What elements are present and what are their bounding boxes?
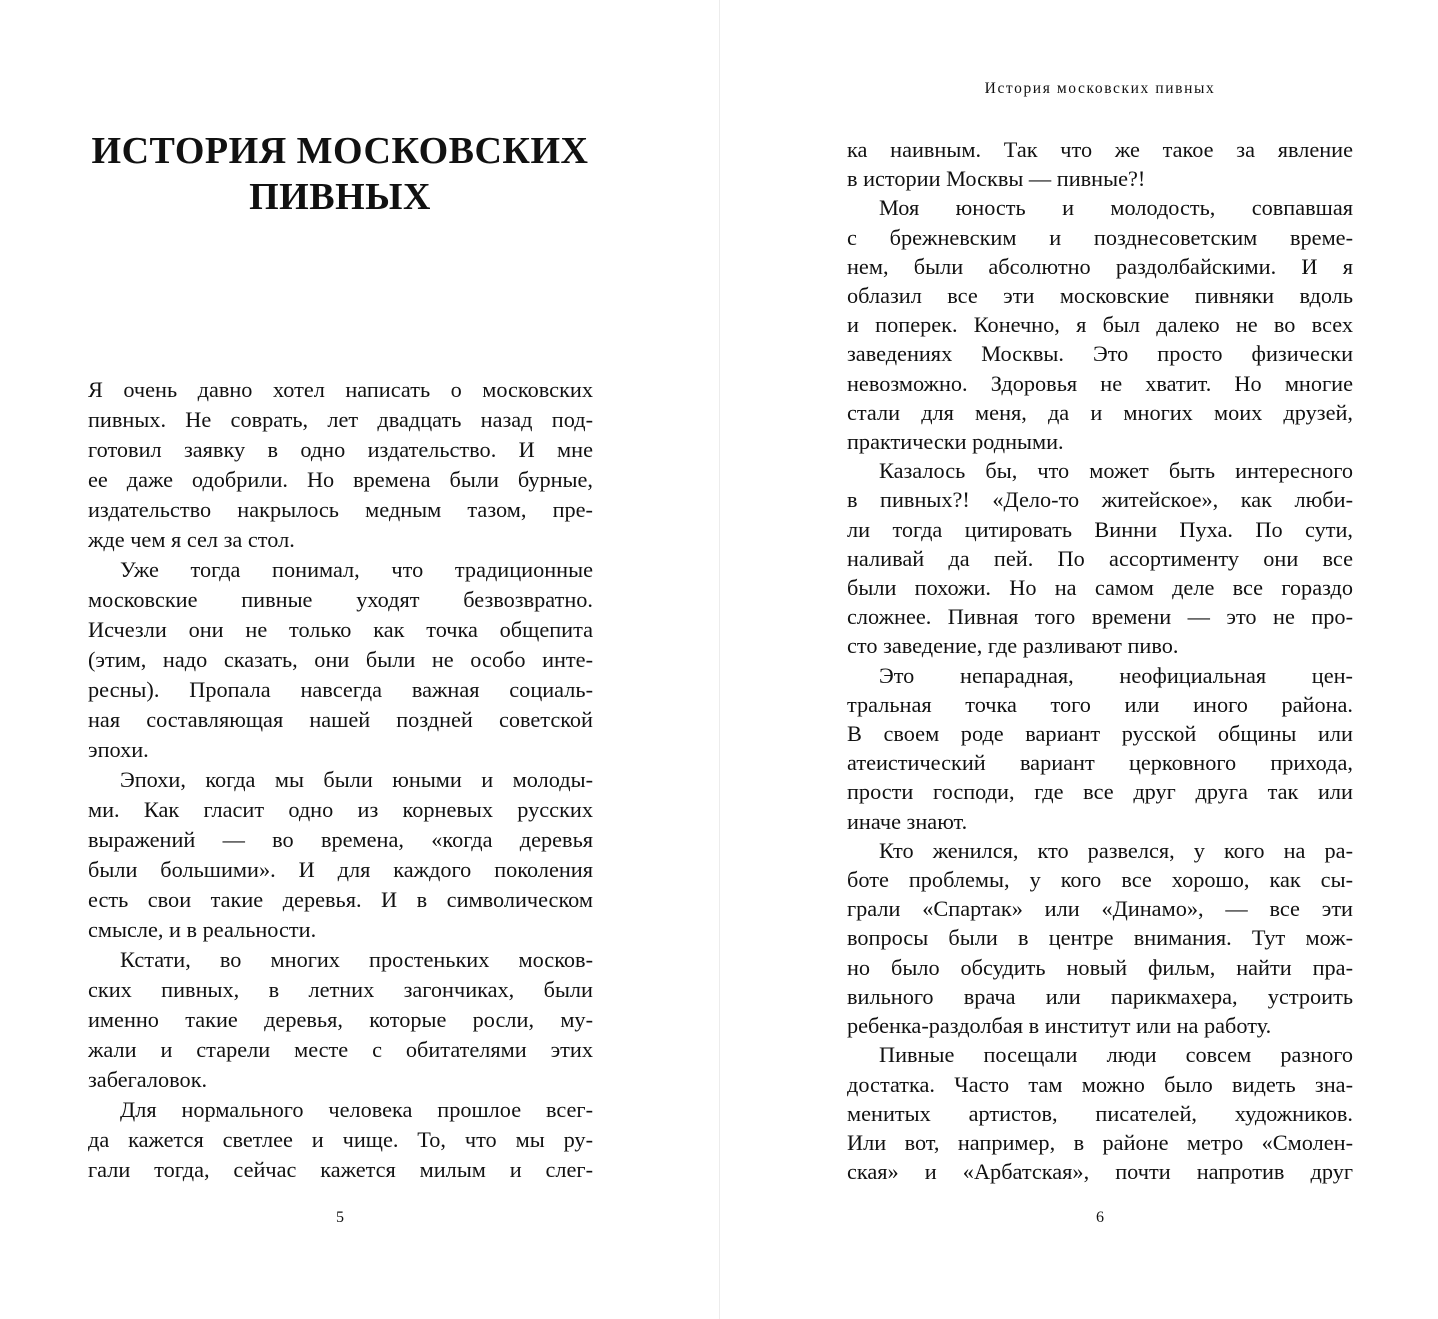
text-line: ресны). Пропала навсегда важная социаль- — [88, 677, 593, 702]
text-line: (этим, надо сказать, они были не особо инте- — [88, 647, 593, 672]
text-line: Эпохи, когда мы были юными и молоды- — [120, 767, 593, 792]
text-line: грали «Спартак» или «Динамо», — все эти — [847, 896, 1353, 922]
text-line: издательство накрылось медным тазом, пре- — [88, 497, 593, 522]
text-line: именно такие деревья, которые росли, му- — [88, 1007, 593, 1032]
text-line: есть свои такие деревья. И в символическом — [88, 887, 593, 912]
text-line: Или вот, например, в районе метро «Смолен- — [847, 1129, 1353, 1155]
text-line: с брежневским и позднесоветским време- — [847, 224, 1353, 250]
text-line: ли тогда цитировать Винни Пуха. По сути, — [847, 516, 1353, 542]
right-page-body-text — [847, 135, 1353, 1186]
chapter-title-line: ИСТОРИЯ МОСКОВСКИХ — [91, 130, 589, 172]
text-line: прости господи, где все друг друга так или — [847, 779, 1353, 805]
text-line: выражений — во времена, «когда деревья — [88, 827, 593, 852]
paragraph — [847, 661, 1353, 836]
text-line: ская» и «Арбатская», почти напротив друг — [847, 1159, 1353, 1185]
text-line: и поперек. Конечно, я был далеко не во всех — [847, 312, 1353, 338]
text-line: менитых артистов, писателей, художников. — [847, 1100, 1353, 1126]
paragraph — [88, 945, 593, 1095]
left-page-body-text — [88, 375, 593, 1185]
text-line: да кажется светлее и чище. То, что мы ру- — [88, 1127, 593, 1152]
paragraph — [88, 765, 593, 945]
text-line: Казалось бы, что может быть интересного — [879, 458, 1353, 484]
text-line: атеистический вариант церковного прихода, — [847, 750, 1353, 776]
text-line: практически родными. — [847, 429, 1064, 455]
paragraph — [847, 456, 1353, 660]
chapter-title — [60, 128, 620, 220]
text-line: были похожи. Но на самом деле все гораздо — [847, 575, 1353, 601]
text-line: смысле, и в реальности. — [88, 917, 317, 942]
chapter-title-line: ПИВНЫХ — [249, 176, 431, 218]
paragraph — [847, 1040, 1353, 1186]
text-line: Кто женился, кто развелся, у кого на ра- — [879, 837, 1353, 863]
paragraph — [847, 193, 1353, 456]
text-line: иначе знают. — [847, 808, 968, 834]
text-line: в пивных?! «Дело-то житейское», как люби- — [847, 487, 1353, 513]
text-line: сложнее. Пивная того времени — это не про- — [847, 604, 1353, 630]
paragraph — [88, 1095, 593, 1185]
text-line: ее даже одобрили. Но времена были бурные, — [88, 467, 593, 492]
text-line: забегаловок. — [88, 1067, 208, 1092]
running-head: История московских пивных — [984, 80, 1216, 97]
text-line: готовил заявку в одно издательство. И мне — [88, 437, 593, 462]
text-line: в истории Москвы — пивные?! — [847, 166, 1146, 192]
text-line: наливай да пей. По ассортименту они все — [847, 545, 1353, 571]
text-line: ребенка-раздолбая в институт или на работу. — [847, 1013, 1272, 1039]
text-line: ми. Как гласит одно из корневых русских — [88, 797, 593, 822]
text-line: Для нормального человека прошлое всег- — [120, 1097, 593, 1122]
text-line: Пивные посещали люди совсем разного — [879, 1042, 1353, 1068]
text-line: ка наивным. Так что же такое за явление — [847, 137, 1353, 162]
text-line: ная составляющая нашей поздней советской — [88, 707, 593, 732]
text-line: пивных. Не соврать, лет двадцать назад под- — [88, 407, 593, 432]
text-line: стали для меня, да и многих моих друзей, — [847, 399, 1353, 425]
text-line: невозможно. Здоровья не хватит. Но многие — [847, 370, 1353, 396]
text-line: тральная точка того или иного района. — [847, 691, 1353, 717]
paragraph — [88, 555, 593, 765]
text-line: Я очень давно хотел написать о московских — [88, 377, 593, 402]
text-line: московские пивные уходят безвозвратно. — [88, 587, 593, 612]
page-number: 5 — [336, 1209, 344, 1226]
text-line: были большими». И для каждого поколения — [88, 857, 593, 882]
text-line: заведениях Москвы. Это просто физически — [847, 341, 1353, 367]
text-line: облазил все эти московские пивняки вдоль — [847, 283, 1353, 309]
text-line: Это непарадная, неофициальная цен- — [879, 662, 1353, 688]
paragraph — [847, 135, 1353, 193]
text-line: нем, были абсолютно раздолбайскими. И я — [847, 253, 1353, 279]
page-number: 6 — [1096, 1209, 1104, 1226]
right-page — [720, 0, 1438, 1319]
paragraph — [88, 375, 593, 555]
text-line: эпохи. — [88, 737, 149, 762]
text-line: гали тогда, сейчас кажется милым и слег- — [88, 1157, 593, 1182]
text-line: ских пивных, в летних загончиках, были — [88, 977, 593, 1002]
text-line: Уже тогда понимал, что традиционные — [120, 557, 593, 582]
text-line: В своем роде вариант русской общины или — [847, 721, 1353, 747]
text-line: сто заведение, где разливают пиво. — [847, 633, 1179, 659]
paragraph — [847, 836, 1353, 1040]
text-line: Моя юность и молодость, совпавшая — [879, 195, 1353, 221]
text-line: Кстати, во многих простеньких москов- — [120, 947, 593, 972]
text-line: достатка. Часто там можно было видеть зна- — [847, 1071, 1353, 1097]
text-line: Исчезли они не только как точка общепита — [88, 617, 593, 642]
text-line: вильного врача или парикмахера, устроить — [847, 983, 1353, 1009]
text-line: жали и старели месте с обитателями этих — [88, 1037, 593, 1062]
text-line: но было обсудить новый фильм, найти пра- — [847, 954, 1353, 980]
text-line: вопросы были в центре внимания. Тут мож- — [847, 925, 1353, 951]
text-line: боте проблемы, у кого все хорошо, как сы- — [847, 867, 1353, 893]
text-line: жде чем я сел за стол. — [88, 527, 295, 552]
